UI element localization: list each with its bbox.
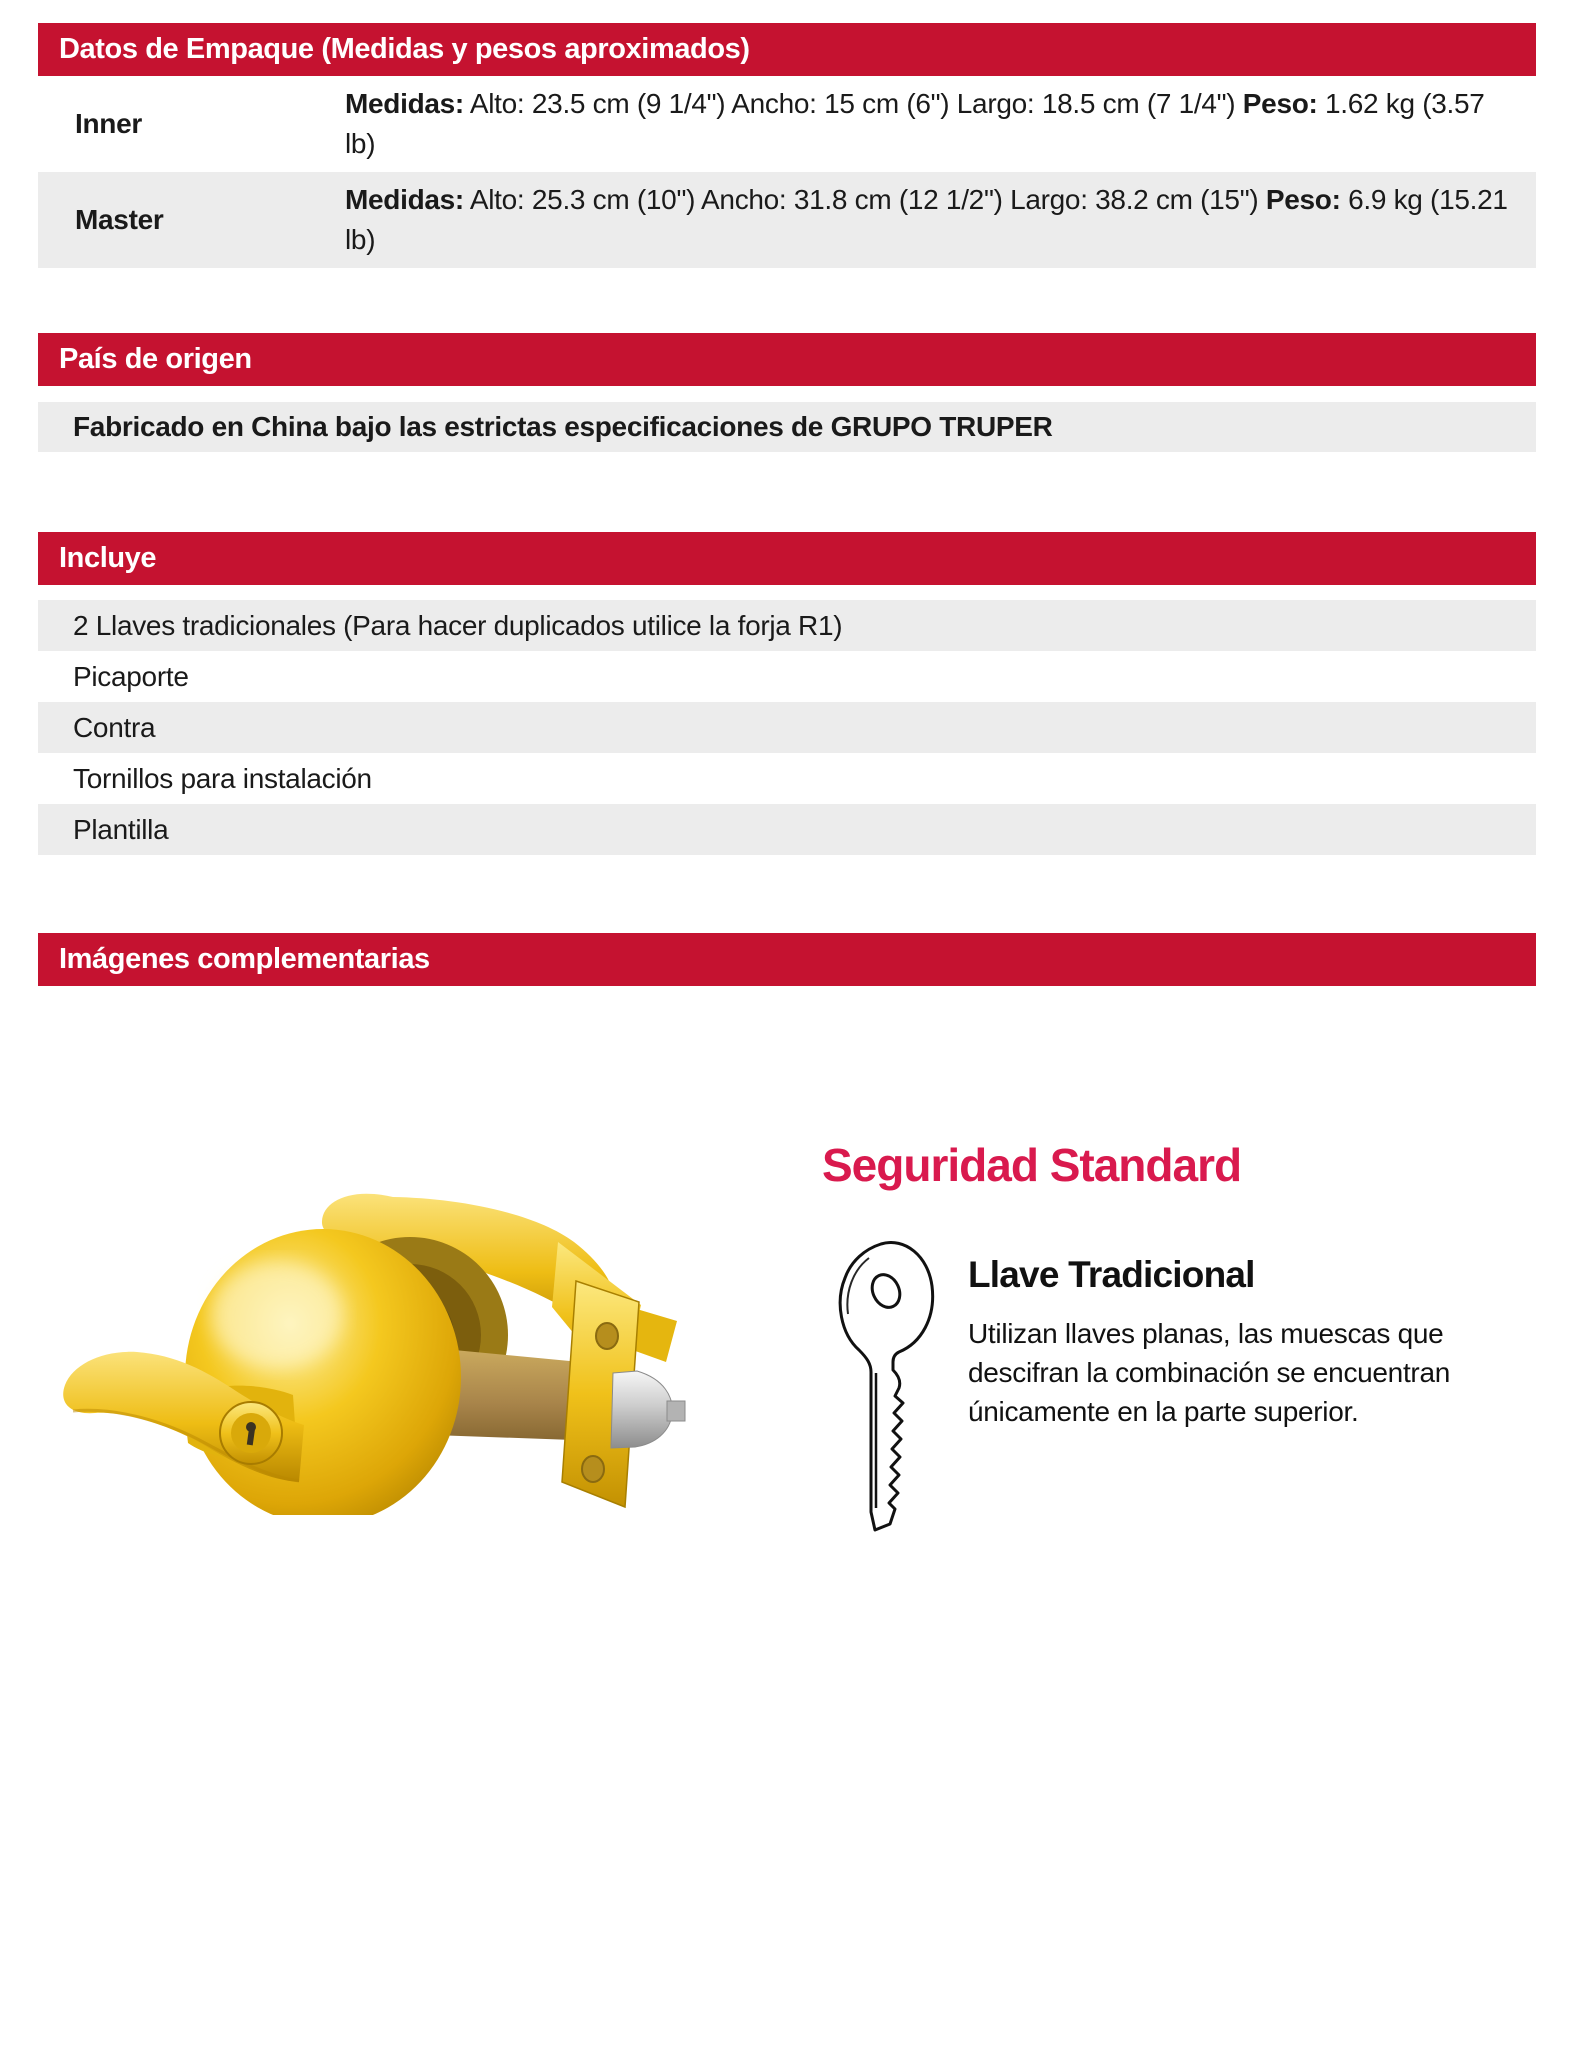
security-standard-title: Seguridad Standard bbox=[822, 1139, 1242, 1191]
list-item: Plantilla bbox=[38, 804, 1536, 855]
list-item: 2 Llaves tradicionales (Para hacer duplicados utilice la forja R1) bbox=[38, 600, 1536, 651]
packaging-section-header: Datos de Empaque (Medidas y pesos aproximados) bbox=[38, 23, 1536, 76]
origin-section-header: País de origen bbox=[38, 333, 1536, 386]
includes-section bbox=[38, 532, 1536, 855]
table-row-master bbox=[38, 172, 1536, 268]
product-photo-lever-lockset bbox=[55, 1185, 700, 1515]
origin-section bbox=[38, 333, 1536, 452]
row-label-master: Master bbox=[75, 204, 164, 235]
latch-bolt bbox=[611, 1371, 672, 1448]
rosette-dome bbox=[185, 1229, 461, 1515]
feature-title: Llave Tradicional bbox=[968, 1254, 1255, 1295]
includes-section-header: Incluye bbox=[38, 532, 1536, 585]
list-item: Contra bbox=[38, 702, 1536, 753]
lever-lockset-image bbox=[55, 1185, 700, 1515]
list-item: Picaporte bbox=[38, 651, 1536, 702]
images-section-header-wrap bbox=[38, 933, 1536, 986]
list-item: Tornillos para instalación bbox=[38, 753, 1536, 804]
key-outline-icon bbox=[833, 1240, 939, 1532]
screw-hole bbox=[596, 1323, 618, 1349]
origin-text-row: Fabricado en China bajo las estrictas especificaciones de GRUPO TRUPER bbox=[38, 402, 1536, 452]
row-value-inner: Medidas: Alto: 23.5 cm (9 1/4") Ancho: 15 cm (6") Largo: 18.5 cm (7 1/4") Peso: 1.62 kg (3.57 lb) bbox=[345, 88, 1485, 159]
images-section-header: Imágenes complementarias bbox=[38, 933, 1536, 986]
screw-hole bbox=[582, 1456, 604, 1482]
row-label-inner: Inner bbox=[75, 108, 142, 139]
table-row-inner bbox=[38, 76, 1536, 172]
packaging-section bbox=[38, 23, 1536, 268]
feature-description: Utilizan llaves planas, las muescas que descifran la combinación se encuentran únicamente en la parte superior. bbox=[968, 1318, 1451, 1427]
traditional-key-icon bbox=[833, 1240, 939, 1532]
row-value-master: Medidas: Alto: 25.3 cm (10") Ancho: 31.8 cm (12 1/2") Largo: 38.2 cm (15") Peso: 6.9 kg (15.21 lb) bbox=[345, 184, 1508, 255]
